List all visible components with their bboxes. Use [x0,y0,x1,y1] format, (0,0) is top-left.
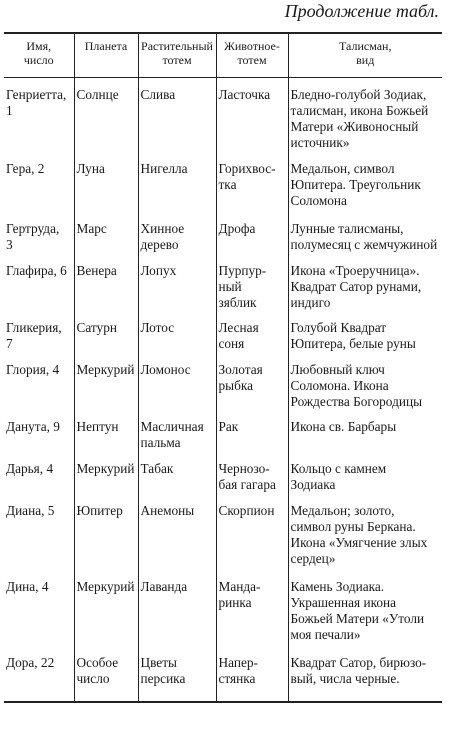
table-row [4,494,442,570]
cell-planet: Особое число [74,646,138,702]
cell-talisman: Медальон; золото, символ руны Беркана. Икона «Умягчение злых сердец» [288,494,442,570]
table-row [4,77,442,152]
cell-name: Дина, 4 [4,570,74,646]
cell-talisman: Икона св. Барбары [288,410,442,452]
cell-talisman: Лунные талисманы, полумесяц с жемчужиной [288,212,442,254]
cell-talisman: Медальон, символ Юпитера. Треугольник Соломона [288,152,442,212]
cell-animal: Золотая рыбка [216,353,288,410]
cell-animal: Дрофа [216,212,288,254]
cell-talisman: Голубой Квадрат Юпитера, белые руны [288,311,442,353]
cell-talisman: Квадрат Сатор, бирюзо- вый, числа черные. [288,646,442,702]
cell-talisman: Бледно-голубой Зодиак, талисман, икона Божьей Матери «Живоносный источник» [288,77,442,152]
table-row [4,212,442,254]
table-row [4,646,442,702]
cell-planet: Солнце [74,77,138,152]
cell-planet: Венера [74,254,138,311]
cell-animal: Лесная соня [216,311,288,353]
cell-name: Глафира, 6 [4,254,74,311]
cell-planet: Марс [74,212,138,254]
cell-planet: Нептун [74,410,138,452]
cell-talisman: Кольцо с камнем Зодиака [288,452,442,494]
cell-plant: Масличная пальма [138,410,216,452]
table-row [4,570,442,646]
table-caption: Продолжение табл. [284,1,439,21]
cell-animal: Напер- стянка [216,646,288,702]
header-talisman: Талисман, вид [288,33,442,77]
cell-name: Гертруда, 3 [4,212,74,254]
cell-plant: Цветы персика [138,646,216,702]
table-row [4,152,442,212]
cell-planet: Юпитер [74,494,138,570]
cell-animal: Горихвос- тка [216,152,288,212]
cell-name: Дора, 22 [4,646,74,702]
table-row [4,254,442,311]
cell-plant: Хинное дерево [138,212,216,254]
cell-animal: Ласточка [216,77,288,152]
table-row [4,410,442,452]
cell-animal: Мандa- ринка [216,570,288,646]
cell-animal: Скорпион [216,494,288,570]
cell-planet: Сатурн [74,311,138,353]
cell-name: Диана, 5 [4,494,74,570]
cell-talisman: Икона «Троеручница». Квадрат Сатор рунами, индиго [288,254,442,311]
cell-name: Гликерия, 7 [4,311,74,353]
cell-name: Данута, 9 [4,410,74,452]
cell-planet: Луна [74,152,138,212]
cell-plant: Нигелла [138,152,216,212]
cell-animal: Чернозо- бая гагара [216,452,288,494]
cell-plant: Лотос [138,311,216,353]
cell-plant: Ломонос [138,353,216,410]
cell-talisman: Камень Зодиака. Украшенная икона Божьей Матери «Утоли моя печали» [288,570,442,646]
cell-animal: Рак [216,410,288,452]
cell-plant: Анемоны [138,494,216,570]
cell-name: Генриетта, 1 [4,77,74,152]
cell-plant: Лаванда [138,570,216,646]
cell-planet: Меркурий [74,452,138,494]
cell-planet: Меркурий [74,570,138,646]
talisman-table [4,32,442,703]
cell-name: Гера, 2 [4,152,74,212]
cell-name: Глория, 4 [4,353,74,410]
cell-plant: Слива [138,77,216,152]
header-plant-totem: Растительный тотем [138,33,216,77]
cell-name: Дарья, 4 [4,452,74,494]
table-header-row [4,33,442,77]
table-row [4,311,442,353]
header-name-number: Имя, число [4,33,74,77]
cell-plant: Лопух [138,254,216,311]
header-planet: Планета [74,33,138,77]
cell-talisman: Любовный ключ Соломона. Икона Рождества Богородицы [288,353,442,410]
header-animal-totem: Животное- тотем [216,33,288,77]
table-row [4,452,442,494]
cell-planet: Меркурий [74,353,138,410]
cell-animal: Пурпур- ный зяблик [216,254,288,311]
table-row [4,353,442,410]
cell-plant: Табак [138,452,216,494]
